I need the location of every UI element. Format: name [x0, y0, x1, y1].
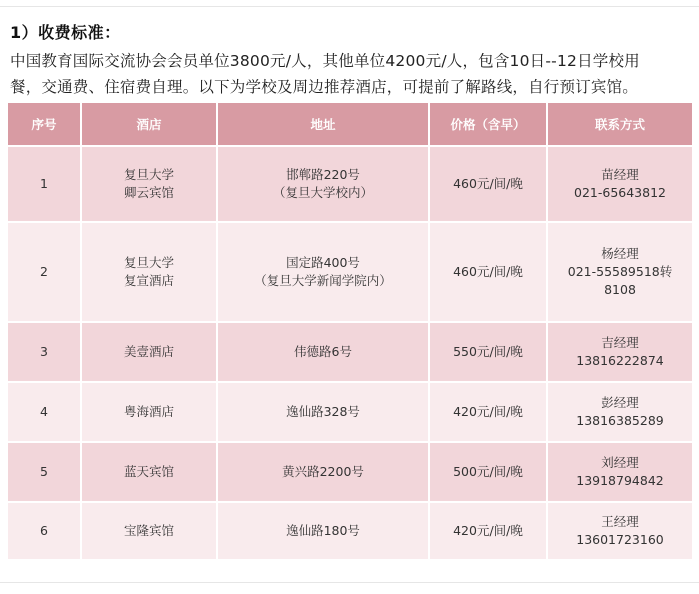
- hotel-name-line: 粤海酒店: [123, 404, 174, 419]
- hotel-name-line: 复宣酒店: [123, 273, 174, 288]
- cell-hotel: [82, 383, 218, 443]
- top-divider: [0, 6, 699, 7]
- contact-line: 13918794842: [576, 473, 664, 488]
- cell-contact: [548, 503, 692, 561]
- cell-price: 460元/间/晚: [430, 223, 548, 323]
- address-line: 伟德路6号: [294, 344, 352, 359]
- contact-line: 021-65643812: [574, 185, 666, 200]
- cell-address: [218, 383, 430, 443]
- cell-hotel: [82, 443, 218, 503]
- cell-hotel: [82, 223, 218, 323]
- address-line: 逸仙路328号: [286, 404, 360, 419]
- table-row: [8, 147, 692, 223]
- cell-hotel: [82, 147, 218, 223]
- contact-line: 杨经理: [601, 246, 639, 261]
- table-row: [8, 323, 692, 383]
- cell-no: 1: [8, 147, 82, 223]
- cell-price: 420元/间/晚: [430, 503, 548, 561]
- table-row: [8, 383, 692, 443]
- cell-address: [218, 323, 430, 383]
- table-row: [8, 223, 692, 323]
- cell-address: [218, 503, 430, 561]
- contact-line: 8108: [604, 282, 636, 297]
- cell-hotel: [82, 323, 218, 383]
- address-line: 邯郸路220号: [286, 167, 360, 182]
- cell-address: [218, 443, 430, 503]
- cell-price: 420元/间/晚: [430, 383, 548, 443]
- cell-no: 2: [8, 223, 82, 323]
- cell-hotel: [82, 503, 218, 561]
- cell-contact: [548, 443, 692, 503]
- contact-line: 021-55589518转: [567, 264, 673, 279]
- cell-contact: [548, 147, 692, 223]
- address-line: 黄兴路2200号: [282, 464, 364, 479]
- fee-description: [10, 48, 694, 100]
- hotel-name-line: 宝隆宾馆: [123, 523, 174, 538]
- cell-price: 500元/间/晚: [430, 443, 548, 503]
- contact-line: 苗经理: [601, 167, 639, 182]
- cell-no: 6: [8, 503, 82, 561]
- hotel-name-line: 复旦大学: [123, 167, 174, 182]
- header-contact: 联系方式: [548, 103, 692, 147]
- contact-line: 13816385289: [576, 413, 664, 428]
- section-heading: 1）收费标准：: [10, 23, 121, 42]
- hotel-table: [8, 103, 692, 561]
- bottom-divider: [0, 582, 699, 583]
- cell-contact: [548, 223, 692, 323]
- hotel-name-line: 蓝天宾馆: [123, 464, 174, 479]
- header-address: 地址: [218, 103, 430, 147]
- cell-no: 5: [8, 443, 82, 503]
- cell-contact: [548, 323, 692, 383]
- contact-line: 刘经理: [601, 455, 639, 470]
- address-line: （复旦大学校内）: [272, 185, 373, 200]
- address-line: 逸仙路180号: [286, 523, 360, 538]
- cell-address: [218, 147, 430, 223]
- cell-no: 3: [8, 323, 82, 383]
- hotel-name-line: 复旦大学: [123, 255, 174, 270]
- fee-description-line-2: 餐，交通费、住宿费自理。以下为学校及周边推荐酒店，可提前了解路线，自行预订宾馆。: [10, 78, 639, 96]
- contact-line: 彭经理: [601, 395, 639, 410]
- hotel-name-line: 美壹酒店: [123, 344, 174, 359]
- cell-no: 4: [8, 383, 82, 443]
- table-row: [8, 503, 692, 561]
- fee-description-line-1: 中国教育国际交流协会会员单位3800元/人，其他单位4200元/人，包含10日--12日学校用: [10, 52, 640, 70]
- table-header-row: [8, 103, 692, 147]
- address-line: （复旦大学新闻学院内）: [254, 273, 392, 288]
- table-row: [8, 443, 692, 503]
- header-price: 价格（含早）: [430, 103, 548, 147]
- cell-price: 550元/间/晚: [430, 323, 548, 383]
- cell-contact: [548, 383, 692, 443]
- contact-line: 13601723160: [576, 532, 664, 547]
- cell-price: 460元/间/晚: [430, 147, 548, 223]
- hotel-name-line: 卿云宾馆: [123, 185, 174, 200]
- address-line: 国定路400号: [286, 255, 360, 270]
- contact-line: 吉经理: [601, 335, 639, 350]
- contact-line: 王经理: [601, 514, 639, 529]
- header-no: 序号: [8, 103, 82, 147]
- header-hotel: 酒店: [82, 103, 218, 147]
- cell-address: [218, 223, 430, 323]
- contact-line: 13816222874: [576, 353, 664, 368]
